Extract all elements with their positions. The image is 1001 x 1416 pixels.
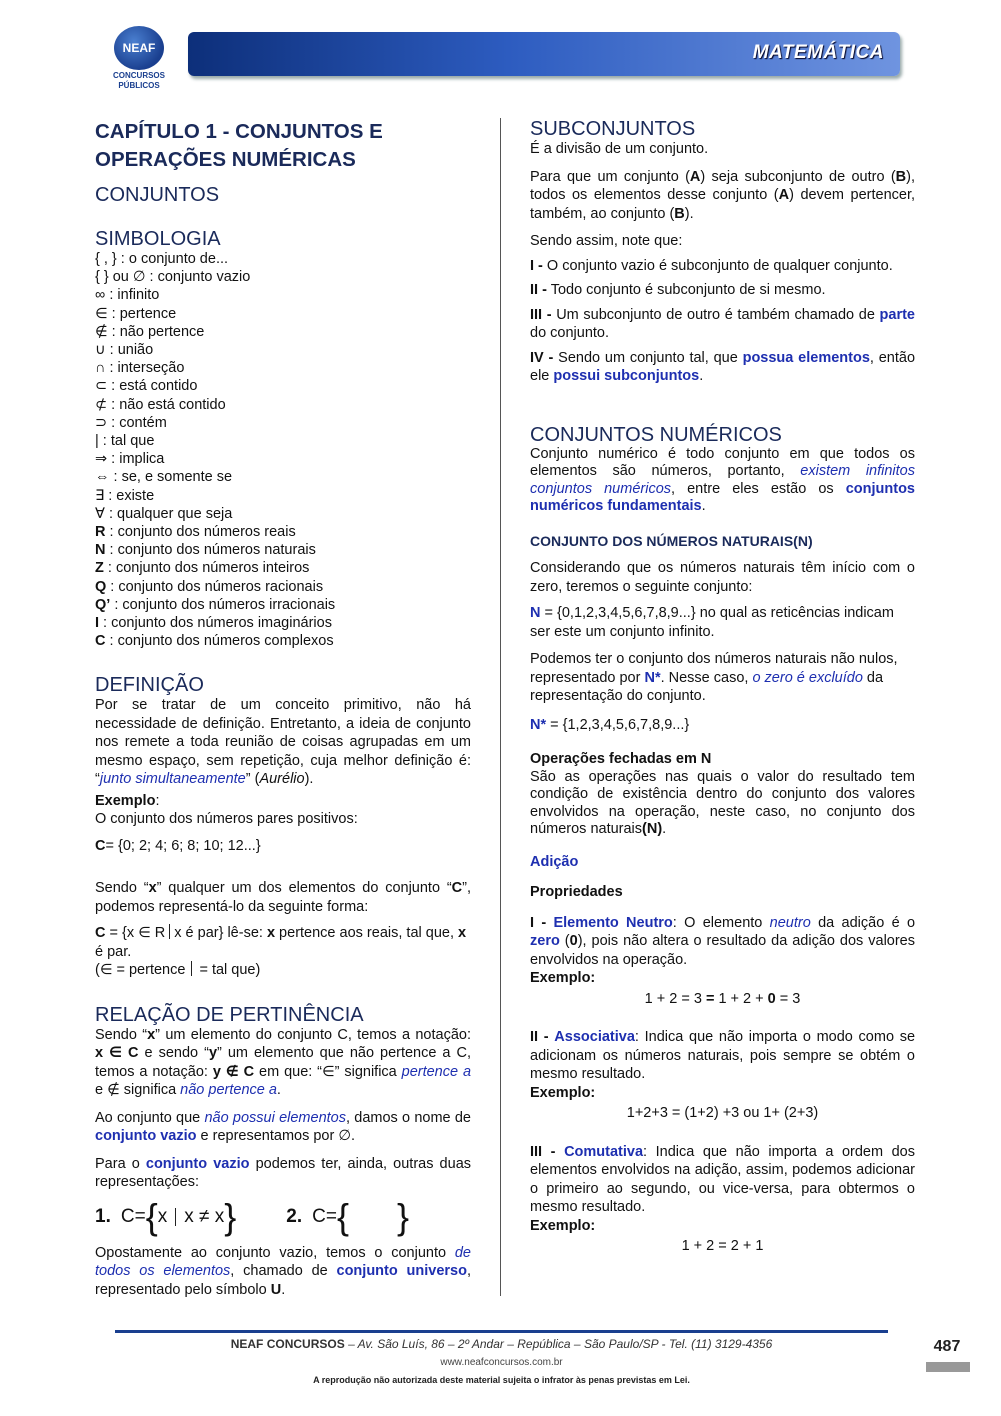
symbol-item: ∩ : interseção — [95, 360, 185, 377]
symbol-item: | : tal que — [95, 433, 155, 450]
symbol-item: ⊄ : não está contido — [95, 396, 226, 413]
symbol-item: N : conjunto dos números naturais — [95, 542, 316, 559]
symbol-item: ∪ : união — [95, 342, 154, 359]
naturais-nonzero: Podemos ter o conjunto dos números naturais não nulos, representado por N*. Nesse caso, o zero é excluído da representação do conjunto. — [530, 651, 898, 704]
symbol-item: ∃ : existe — [95, 487, 155, 504]
conjuntos-heading: CONJUNTOS — [95, 184, 220, 206]
page-number-bar — [926, 1362, 970, 1372]
symbol-item: I : conjunto dos números imaginários — [95, 615, 332, 632]
prop3-example: 1 + 2 = 2 + 1 — [681, 1238, 764, 1254]
operacoes-heading: Operações fechadas em N — [530, 751, 712, 767]
prop-associativa: II - Associativa: Indica que não importa o modo como se adicionam os números naturais, pois sempre se obtém o mesmo resultado. — [530, 1029, 916, 1082]
symbol-item: ⊂ : está contido — [95, 378, 198, 395]
symbol-item: R : conjunto dos números reais — [95, 524, 296, 541]
prop-comutativa: III - Comutativa: Indica que não importa a ordem dos elementos envolvidos na adição, assim, podemos adicionar o primeiro ao segundo, ou vice-versa, para obtermos o mesmo resultado. — [530, 1143, 915, 1215]
nstar-set: N* = {1,2,3,4,5,6,7,8,9...} — [530, 716, 690, 733]
symbol-item: Q’ : conjunto dos números irracionais — [95, 596, 336, 613]
prop1-example-label: Exemplo: — [530, 970, 596, 986]
sub-note: Sendo assim, note que: — [530, 233, 683, 249]
symbol-item: ∈ : pertence — [95, 305, 177, 322]
sub-paragraph: Para que um conjunto (A) seja subconjunto de outro (B), todos os elementos desse conjunto (A) devem pertencer, também, ao conjunto (B). — [530, 168, 916, 222]
para-paragraph: Para o conjunto vazio podemos ter, ainda, outras duas representações: — [95, 1155, 472, 1191]
definicao-paragraph: Por se tratar de um conceito primitivo, não há necessidade de definição. Entretanto, a ideia de conjunto nos remete a toda reunião de coisas agrupadas em um mesmo espaço, sem repetição, cuja melhor definição é: “junto simultaneamente” (Aurélio). — [95, 697, 471, 788]
numericos-paragraph: Conjunto numérico é todo conjunto em que todos os elementos são números, portanto, existem infinitos conjuntos numéricos, entre eles estão os conjuntos numéricos fundamentais. — [530, 445, 915, 514]
logo-line2: PÚBLICOS — [118, 81, 160, 90]
rule-ii: II - Todo conjunto é subconjunto de si mesmo. — [530, 282, 826, 298]
vazio-paragraph: Ao conjunto que não possui elementos, damos o nome de conjunto vazio e representamos por ∅. — [95, 1109, 471, 1145]
footer-address: NEAF CONCURSOS – Av. São Luís, 86 – 2º Andar – República – São Paulo/SP - Tel. (11) 3129-4356 — [230, 1337, 773, 1351]
symbol-item: ∞ : infinito — [95, 287, 160, 304]
propriedades-heading: Propriedades — [530, 884, 623, 900]
simbologia-heading: SIMBOLOGIA — [95, 228, 221, 250]
set-builder-notation: C = {x ∈ R x é par} lê-se: x pertence aos reais, tal que, x é par. — [95, 925, 467, 960]
exemplo-set: C= {0; 2; 4; 6; 8; 10; 12...} — [95, 837, 261, 854]
sendo-paragraph: Sendo “x” qualquer um dos elementos do conjunto “C”, podemos representá-lo da seguinte forma: — [95, 880, 471, 915]
prop-elemento-neutro: I - Elemento Neutro: O elemento neutro da adição é o zero (0), pois não altera o resultado da adição dos valores envolvidos na operação. — [530, 914, 916, 968]
right-column — [530, 118, 915, 1256]
symbol-item: { , } : o conjunto de... — [95, 251, 229, 267]
symbol-list — [95, 250, 471, 650]
footer-rule — [115, 1330, 888, 1333]
pertinencia-paragraph: Sendo “x” um elemento do conjunto C, temos a notação: x ∈ C e sendo “y” um elemento que não pertence a C, temos a notação: y ∉ C em que: “∈” significa pertence a e ∉ significa não pertence a. — [95, 1026, 472, 1099]
symbol-item: ∀ : qualquer que seja — [95, 505, 233, 522]
chapter-title: CAPÍTULO 1 - CONJUNTOS E OPERAÇÕES NUMÉRICAS — [95, 120, 383, 171]
naturais-set: N = {0,1,2,3,4,5,6,7,8,9...} no qual as reticências indicam ser este um conjunto infinito. — [530, 605, 894, 640]
adicao-heading: Adição — [530, 853, 579, 870]
symbol-item: C : conjunto dos números complexos — [95, 633, 334, 650]
sub-intro: É a divisão de um conjunto. — [530, 141, 709, 157]
symbol-item: ⊃ : contém — [95, 414, 167, 431]
column-divider — [500, 118, 501, 1296]
numericos-heading: CONJUNTOS NUMÉRICOS — [530, 423, 782, 446]
naturais-intro: Considerando que os números naturais têm início com o zero, teremos o seguinte conjunto: — [530, 560, 915, 595]
footer-legal: A reprodução não autorizada deste material sujeita o infrator às penas previstas em Lei. — [313, 1375, 690, 1385]
rule-i: I - O conjunto vazio é subconjunto de qualquer conjunto. — [530, 257, 893, 274]
subject-banner — [188, 32, 900, 76]
neaf-logo — [103, 26, 175, 88]
pertinencia-heading: RELAÇÃO DE PERTINÊNCIA — [95, 1003, 364, 1026]
footer-url[interactable]: www.neafconcursos.com.br — [440, 1357, 563, 1368]
prop2-example-label: Exemplo: — [530, 1084, 596, 1101]
logo-emblem: NEAF — [114, 26, 164, 70]
prop3-example-label: Exemplo: — [530, 1217, 596, 1234]
logo-line1: CONCURSOS — [112, 71, 165, 80]
symbol-item: ⇒ : implica — [95, 451, 165, 468]
subconjuntos-heading: SUBCONJUNTOS — [530, 118, 696, 140]
left-column — [95, 118, 471, 1299]
symbol-item: Q : conjunto dos números racionais — [95, 578, 324, 595]
universo-paragraph: Opostamente ao conjunto vazio, temos o conjunto de todos os elementos, chamado de conjunto universo, representado pelo símbolo U. — [95, 1244, 471, 1298]
rule-iv: IV - Sendo um conjunto tal, que possua elementos, então ele possui subconjuntos. — [530, 349, 916, 384]
subject-title: MATEMÁTICA — [752, 42, 884, 63]
empty-set-representations: 1. C= { x x ≠ x } 2. C= { } — [95, 1195, 409, 1237]
symbol-item: ∉ : não pertence — [95, 323, 205, 340]
exemplo-text: O conjunto dos números pares positivos: — [95, 811, 358, 828]
definicao-heading: DEFINIÇÃO — [95, 674, 204, 697]
prop2-example: 1+2+3 = (1+2) +3 ou 1+ (2+3) — [626, 1105, 819, 1121]
symbol-item: { } ou ∅ : conjunto vazio — [95, 269, 251, 286]
rule-iii: III - Um subconjunto de outro é também chamado de parte do conjunto. — [530, 306, 915, 341]
exemplo-label: Exemplo: — [95, 792, 160, 809]
symbol-item: ⇔ : se, e somente se — [95, 469, 233, 486]
prop1-example: 1 + 2 = 3 = 1 + 2 + 0 = 3 — [644, 990, 801, 1007]
operacoes-paragraph: São as operações nas quais o valor do resultado tem condição de existência dentro do conjunto dos valores envolvidos na operação, neste caso, no conjunto dos números naturais(N). — [530, 768, 915, 837]
legend-line: (∈ = pertence = tal que) — [95, 962, 261, 979]
symbol-item: Z : conjunto dos números inteiros — [95, 560, 310, 577]
page-number: 487 — [933, 1338, 961, 1355]
naturais-heading: CONJUNTO DOS NÚMEROS NATURAIS(N) — [530, 532, 813, 549]
